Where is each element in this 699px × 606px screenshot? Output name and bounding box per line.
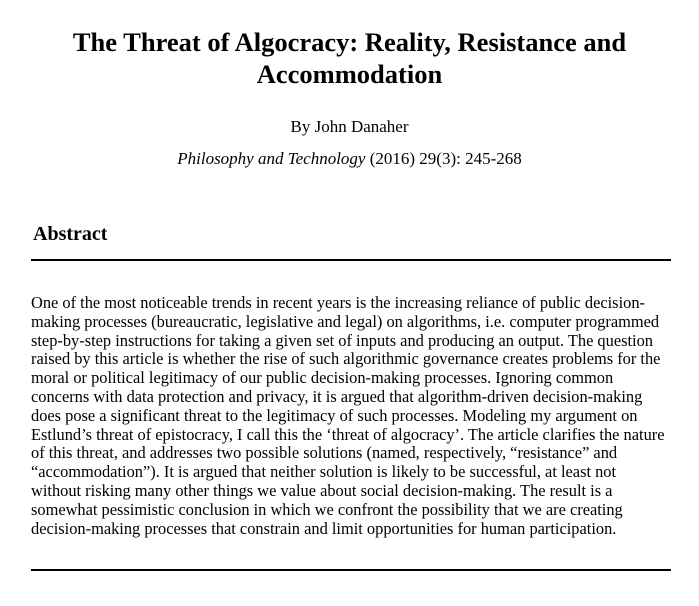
- paper-title-line-1: The Threat of Algocracy: Reality, Resistance and: [72, 27, 627, 57]
- abstract-line: “accommodation”). It is argued that neither solution is likely to be successful, at least not: [31, 462, 617, 482]
- abstract-line: Estlund’s threat of epistocracy, I call this the ‘threat of algocracy’. The article clarifies the nature: [31, 424, 665, 444]
- abstract-bottom-rule: [31, 569, 671, 571]
- abstract-line: moral or political legitimacy of our public decision-making processes. Ignoring common: [31, 368, 614, 388]
- abstract-line: somewhat pessimistic conclusion in which we confront the possibility that we are creating: [31, 499, 623, 519]
- abstract-top-rule: [31, 259, 671, 261]
- journal-name: Philosophy and Technology: [177, 149, 366, 168]
- paper-title: [20, 26, 679, 90]
- abstract-line: of this threat, and addresses two possible solutions (named, respectively, “resistance” and: [31, 443, 618, 463]
- abstract-line: raised by this article is whether the rise of such algorithmic governance creates problems for the: [31, 349, 661, 369]
- citation-details: (2016) 29(3): 245-268: [365, 149, 522, 168]
- author-line: By John Danaher: [290, 117, 409, 136]
- abstract-line: making processes (bureaucratic, legislative and legal) on algorithms, i.e. computer programmed: [31, 311, 660, 331]
- paper-title-line-2: Accommodation: [256, 59, 443, 89]
- abstract-line: One of the most noticeable trends in recent years is the increasing reliance of public decision-: [31, 293, 645, 312]
- abstract-line: does pose a significant threat to the legitimacy of such processes. Modeling my argument on: [31, 405, 638, 425]
- citation-line: [0, 149, 699, 169]
- abstract-line: concerns with data protection and privacy, it is argued that algorithm-driven decision-making: [31, 386, 643, 406]
- abstract-line: step-by-step instructions for taking a given set of inputs and producing an output. The question: [31, 330, 653, 350]
- abstract-line: decision-making processes that constrain and limit opportunities for human participation.: [31, 518, 617, 538]
- abstract-heading: Abstract: [33, 223, 108, 245]
- abstract-body: [31, 294, 671, 538]
- abstract-line: without risking many other things we value about social decision-making. The result is a: [31, 480, 613, 500]
